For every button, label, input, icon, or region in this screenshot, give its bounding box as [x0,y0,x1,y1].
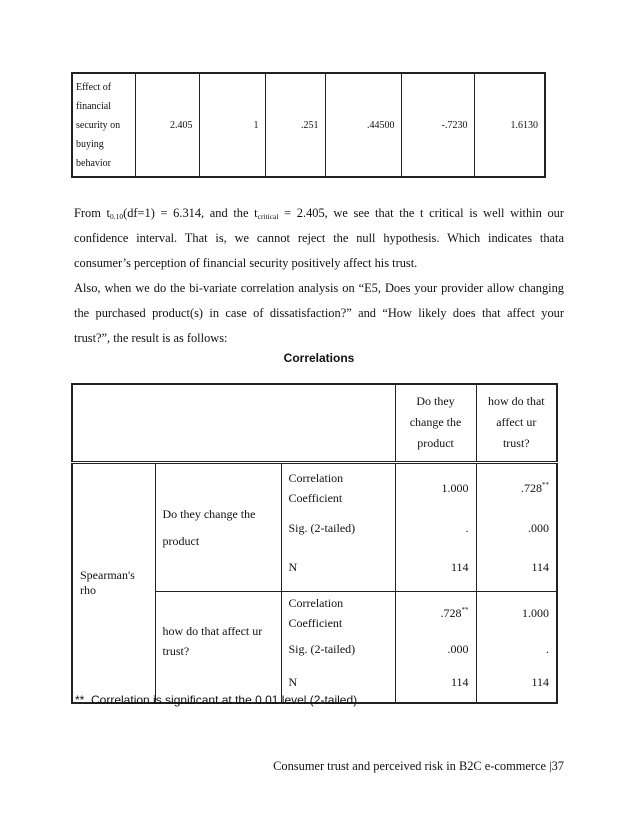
row-label-line: security on [76,119,121,131]
paragraph-line: confidence interval. That is, we cannot reject the null hypothesis. Which indicates thata [74,231,564,245]
header-line: affect ur [496,415,537,430]
col-header-affect-trust [476,384,557,462]
n-cell: 114 [476,663,557,703]
variable-line: product [162,533,200,548]
variable-cell [155,462,281,591]
text-run: From t [74,206,110,220]
page-footer [273,759,564,774]
n-label: N [281,663,395,703]
row-label-line: behavior [76,157,111,169]
row-label [72,73,135,177]
text-run: = 2.405, we see that the t critical is well within our [278,206,565,220]
header-row [72,384,557,462]
n-cell: 114 [395,663,476,703]
table-row [72,462,557,513]
t-value-cell: 2.405 [135,73,199,177]
coefficient-label [281,591,395,635]
variable-cell [155,591,281,703]
label-line: Coefficient [288,616,343,631]
footer-separator: | [549,759,552,773]
sig-cell: .251 [265,73,325,177]
paragraph-line: trust?”, the result is as follows: [74,331,228,345]
header-line: change the [409,415,462,430]
correlations-title: Correlations [283,351,355,365]
cell-value: 1.000 [441,480,469,495]
mean-diff-cell: .44500 [325,73,401,177]
coefficient-label [281,462,395,513]
ci-upper-cell: 1.6130 [474,73,545,177]
label-line: Coefficient [288,491,343,506]
header-line: how do that [487,394,545,409]
paragraph-correlation-intro [74,276,564,351]
coef-cell [395,591,476,635]
paragraph-line [74,201,564,226]
df-cell: 1 [199,73,265,177]
table-footnote: **. Correlation is significant at the 0.01 level (2-tailed). [75,693,361,707]
paragraph-t-test [74,201,564,276]
paragraph-line: consumer’s perception of financial security positively affect his trust. [74,256,418,270]
ci-lower-cell: -.7230 [401,73,474,177]
sig-cell: .000 [476,513,557,545]
label-line: Correlation [288,596,344,611]
sig-label: Sig. (2-tailed) [281,635,395,663]
n-label: N [281,545,395,591]
header-line: Do they [416,394,455,409]
page-number: 37 [551,759,564,773]
coef-cell [476,462,557,513]
subscript: critical [257,212,279,221]
row-label-line: buying [76,138,104,150]
subscript: 0.10 [109,212,124,221]
variable-line: Do they change the [162,506,256,521]
label-line: Correlation [288,471,344,486]
paragraph-line: Also, when we do the bi-variate correlation analysis on “E5, Does your provider allow changing [74,281,564,295]
correlations-table [71,383,558,704]
security-effect-table [71,72,546,178]
sig-cell: . [395,513,476,545]
variable-line: how do that affect ur [162,623,263,638]
n-cell: 114 [476,545,557,591]
cell-value: 1.000 [522,605,550,620]
header-line: product [417,436,454,451]
coef-cell [476,591,557,635]
sig-cell: . [476,635,557,663]
significance-mark: ** [542,480,550,489]
cell-value: .728 [521,480,543,495]
text-run: (df=1) = 6.314, and the t [123,206,258,220]
paragraph-line: the purchased product(s) in case of dissatisfaction?” and “How likely does that affect your [74,306,564,320]
table-row [72,73,545,177]
variable-line: trust? [162,643,190,658]
significance-mark: ** [461,605,469,614]
header-line: trust? [502,436,530,451]
cell-value: .728 [440,605,462,620]
row-label-line: Effect of [76,81,112,93]
running-title: Consumer trust and perceived risk in B2C e-commerce [273,759,547,773]
method-cell: Spearman's rho [72,462,155,703]
row-label-line: financial [76,100,111,112]
col-header-change-product [395,384,476,462]
n-cell: 114 [395,545,476,591]
sig-cell: .000 [395,635,476,663]
coef-cell [395,462,476,513]
header-empty-cell [72,384,395,462]
sig-label: Sig. (2-tailed) [281,513,395,545]
